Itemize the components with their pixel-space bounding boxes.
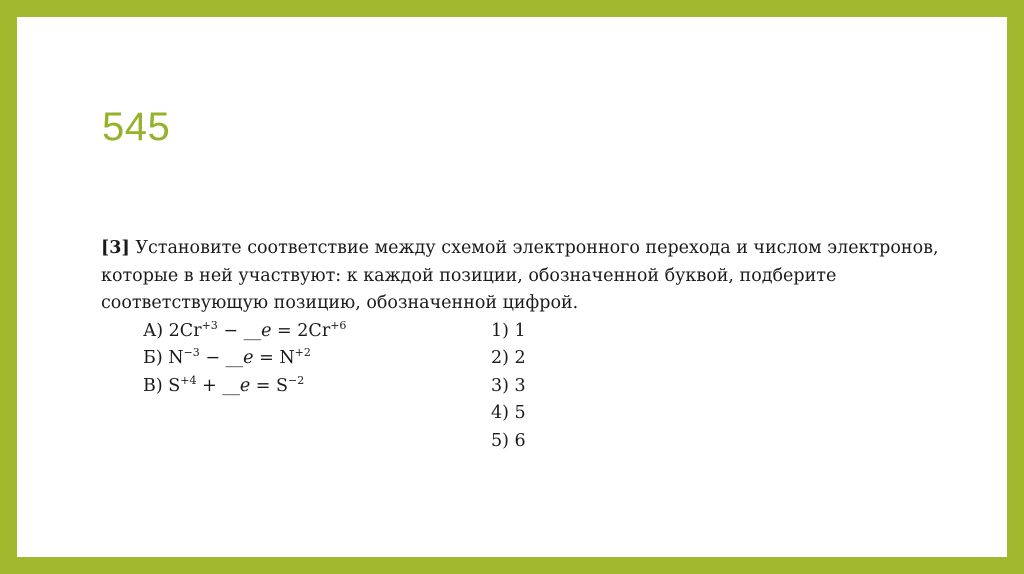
scheme-operator: −: [223, 320, 239, 341]
scheme-equals: =: [259, 348, 274, 368]
scheme-lhs-charge: −3: [183, 346, 200, 359]
options: [101, 318, 941, 468]
scheme-rhs-charge: +2: [294, 346, 311, 359]
scheme-b: [143, 345, 346, 373]
answer-item: 1) 1: [491, 320, 526, 341]
task-number: [3]: [101, 238, 130, 258]
scheme-equals: =: [277, 320, 292, 341]
scheme-blank: __: [243, 320, 262, 341]
answer-item: 2) 2: [491, 348, 526, 368]
scheme-rhs-charge: −2: [288, 373, 305, 387]
slide-number: 545: [102, 105, 171, 149]
answer-item: 3) 3: [491, 375, 526, 396]
scheme-lhs: 2Cr: [168, 320, 202, 341]
scheme-lhs-charge: +4: [180, 373, 197, 387]
scheme-equals: =: [255, 375, 271, 396]
scheme-letter: В): [143, 375, 163, 396]
scheme-letter: Б): [143, 348, 163, 368]
scheme-lhs: N: [168, 348, 184, 368]
answer-item: 4) 5: [491, 403, 526, 423]
answer-item: 5) 6: [491, 430, 526, 451]
schemes-list: [143, 318, 346, 401]
scheme-rhs: 2Cr: [297, 320, 331, 341]
scheme-a: [143, 318, 346, 346]
task-block: [101, 235, 941, 468]
scheme-rhs-charge: +6: [330, 318, 347, 332]
answers-list: [491, 318, 526, 456]
scheme-operator: −: [205, 348, 221, 368]
scheme-letter: А): [143, 320, 164, 341]
task-text: [101, 235, 941, 318]
scheme-electron: e: [243, 348, 254, 368]
scheme-rhs: S: [276, 375, 288, 396]
scheme-operator: +: [202, 375, 217, 396]
scheme-lhs: S: [168, 375, 181, 396]
scheme-lhs-charge: +3: [201, 318, 218, 332]
scheme-electron: e: [261, 320, 272, 341]
scheme-electron: e: [239, 375, 251, 396]
scheme-blank: __: [225, 348, 244, 368]
scheme-blank: __: [222, 375, 240, 396]
task-question: Установите соответствие между схемой электронного перехода и числом электронов, которые в ней участвуют: к каждой позиции, обозначенной буквой, подберите соответствующую позицию, обозначенной цифрой.: [101, 238, 939, 313]
scheme-rhs: N: [279, 348, 295, 368]
slide: [17, 17, 1007, 557]
scheme-c: [143, 373, 346, 401]
